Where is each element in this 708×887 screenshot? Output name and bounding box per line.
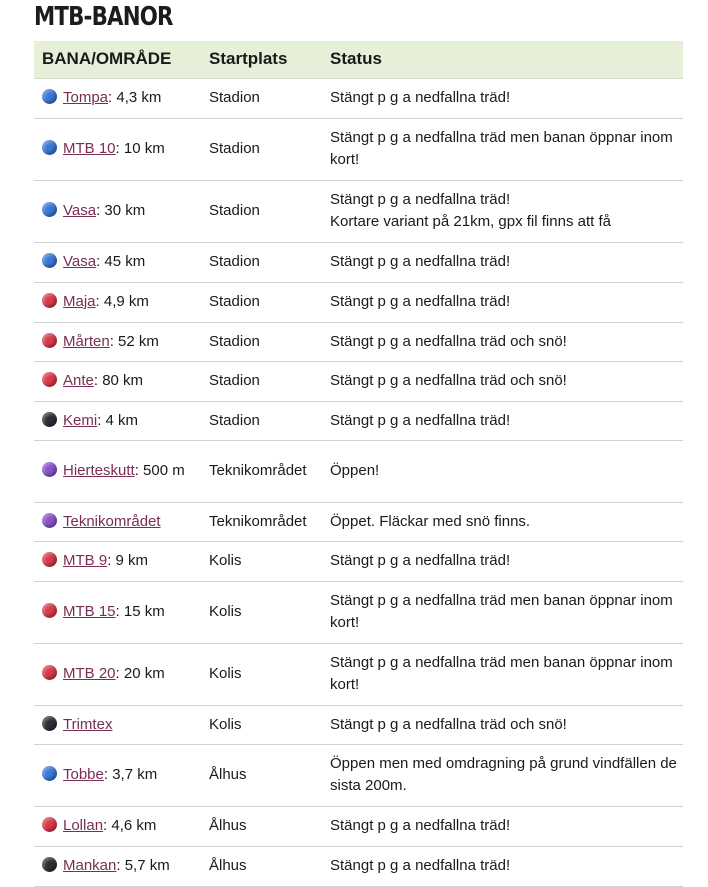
trail-distance: : 5,7 km <box>116 857 170 874</box>
start-location-cell: Ålhus <box>201 806 322 846</box>
trail-link[interactable]: MTB 20 <box>63 665 116 682</box>
status-text: Stängt p g a nedfallna träd men banan öppnar inom kort! <box>330 592 673 631</box>
trail-distance: : 9 km <box>107 552 149 569</box>
status-cell <box>322 322 683 361</box>
start-location-cell: Stadion <box>201 78 322 118</box>
trail-link[interactable]: Trimtex <box>63 715 113 733</box>
trail-cell <box>34 541 201 581</box>
status-cell <box>322 581 683 643</box>
trail-cell <box>34 401 201 440</box>
trail-link[interactable]: Teknikområdet <box>63 512 161 530</box>
trail-distance: : 4,3 km <box>108 89 162 106</box>
trail-link[interactable]: Tobbe <box>63 766 104 783</box>
trail-color-dot-icon <box>42 716 57 731</box>
table-row <box>34 705 683 744</box>
table-row <box>34 361 683 401</box>
status-text: Stängt p g a nedfallna träd! <box>330 817 511 834</box>
start-location-cell: Teknikområdet <box>201 502 322 541</box>
trail-distance: : 4,6 km <box>103 817 157 834</box>
status-cell <box>322 744 683 806</box>
trail-distance: : 4 km <box>97 411 139 429</box>
trail-link[interactable]: MTB 15 <box>63 603 116 620</box>
trail-link[interactable]: Tompa <box>63 89 109 106</box>
start-location-cell: Stadion <box>201 282 322 322</box>
trail-color-dot-icon <box>42 513 57 528</box>
trail-link[interactable]: Lollan <box>63 817 104 834</box>
start-location-cell: Stadion <box>201 401 322 440</box>
status-cell <box>322 361 683 401</box>
status-text: Stängt p g a nedfallna träd men banan öppnar inom kort! <box>330 129 673 168</box>
start-location-cell: Kolis <box>201 643 322 705</box>
table-row <box>34 440 683 502</box>
table-body <box>34 78 683 886</box>
trail-cell <box>34 705 201 744</box>
status-text: Öppen men med omdragning på grund vindfällen de sista 200m. <box>330 755 677 794</box>
status-cell <box>322 806 683 846</box>
trail-color-dot-icon <box>42 372 57 387</box>
start-location-cell: Teknikområdet <box>201 440 322 502</box>
trail-cell <box>34 643 201 705</box>
trail-cell <box>34 581 201 643</box>
status-text: Stängt p g a nedfallna träd! <box>330 253 511 270</box>
status-text: Öppen! <box>330 462 380 479</box>
trail-distance: : 10 km <box>115 140 165 157</box>
status-text: Stängt p g a nedfallna träd och snö! <box>330 372 567 389</box>
status-cell <box>322 643 683 705</box>
table-row <box>34 118 683 180</box>
table-row <box>34 282 683 322</box>
trail-link[interactable]: Mankan <box>63 857 117 874</box>
trail-distance: : 3,7 km <box>103 766 158 783</box>
trail-color-dot-icon <box>42 412 57 427</box>
trail-cell <box>34 322 201 361</box>
trail-link[interactable]: Hierteskutt <box>63 462 135 479</box>
trail-distance: : 80 km <box>93 372 144 389</box>
table-row <box>34 401 683 440</box>
table-row <box>34 541 683 581</box>
table-header-row <box>34 41 683 78</box>
table-row <box>34 242 683 282</box>
start-location-cell: Kolis <box>201 541 322 581</box>
trail-cell <box>34 282 201 322</box>
trail-distance: : 45 km <box>96 253 146 270</box>
trail-color-dot-icon <box>42 817 57 832</box>
trail-cell <box>34 502 201 541</box>
page-heading: MTB-BANOR <box>34 2 173 32</box>
trail-link[interactable]: Vasa <box>63 202 97 219</box>
trail-color-dot-icon <box>42 857 57 872</box>
trail-cell <box>34 846 201 886</box>
status-cell <box>322 541 683 581</box>
start-location-cell: Stadion <box>201 242 322 282</box>
status-cell <box>322 118 683 180</box>
status-cell <box>322 440 683 502</box>
table-row <box>34 581 683 643</box>
status-cell <box>322 180 683 242</box>
trail-distance: : 15 km <box>115 603 165 620</box>
status-cell <box>322 242 683 282</box>
status-text: Stängt p g a nedfallna träd! <box>330 191 511 208</box>
trail-color-dot-icon <box>42 140 57 155</box>
trail-distance: : 500 m <box>134 462 185 479</box>
status-text: Stängt p g a nedfallna träd men banan öppnar inom kort! <box>330 654 673 693</box>
trail-color-dot-icon <box>42 552 57 567</box>
status-text: Öppet. Fläckar med snö finns. <box>330 512 531 530</box>
table-header <box>34 41 683 78</box>
trail-link[interactable]: Ante <box>63 372 94 389</box>
trail-link[interactable]: MTB 10 <box>63 140 116 157</box>
trail-cell <box>34 180 201 242</box>
start-location-cell: Kolis <box>201 581 322 643</box>
trail-link[interactable]: Vasa <box>63 253 97 270</box>
status-cell <box>322 705 683 744</box>
status-text: Kortare variant på 21km, gpx fil finns att få <box>330 213 611 230</box>
status-text: Stängt p g a nedfallna träd och snö! <box>330 715 567 733</box>
trail-cell <box>34 440 201 502</box>
trail-status-table <box>34 41 683 887</box>
trail-color-dot-icon <box>42 665 57 680</box>
start-location-cell: Ålhus <box>201 846 322 886</box>
trail-cell <box>34 118 201 180</box>
table-row <box>34 322 683 361</box>
status-cell <box>322 502 683 541</box>
status-text: Stängt p g a nedfallna träd! <box>330 293 511 310</box>
trail-cell <box>34 78 201 118</box>
trail-color-dot-icon <box>42 253 57 268</box>
trail-color-dot-icon <box>42 89 57 104</box>
start-location-cell: Kolis <box>201 705 322 744</box>
start-location-cell: Stadion <box>201 322 322 361</box>
column-header-start: Startplats <box>201 41 322 78</box>
trail-distance: : 20 km <box>115 665 165 682</box>
table-row <box>34 744 683 806</box>
status-text: Stängt p g a nedfallna träd! <box>330 552 511 569</box>
trail-cell <box>34 242 201 282</box>
status-text: Stängt p g a nedfallna träd! <box>330 411 511 429</box>
trail-color-dot-icon <box>42 766 57 781</box>
status-cell <box>322 282 683 322</box>
status-text: Stängt p g a nedfallna träd! <box>330 89 511 106</box>
trail-link[interactable]: Mårten <box>63 332 110 350</box>
start-location-cell: Ålhus <box>201 744 322 806</box>
start-location-cell: Stadion <box>201 118 322 180</box>
trail-link[interactable]: MTB 9 <box>63 552 108 569</box>
column-header-trail: BANA/OMRÅDE <box>34 41 201 78</box>
table-row <box>34 846 683 886</box>
status-cell <box>322 846 683 886</box>
trail-cell <box>34 806 201 846</box>
trail-distance: : 30 km <box>96 202 146 219</box>
start-location-cell: Stadion <box>201 180 322 242</box>
status-cell <box>322 401 683 440</box>
trail-color-dot-icon <box>42 202 57 217</box>
trail-distance: : 52 km <box>109 332 159 350</box>
column-header-status: Status <box>322 41 683 78</box>
start-location-cell: Stadion <box>201 361 322 401</box>
table-row <box>34 643 683 705</box>
trail-color-dot-icon <box>42 603 57 618</box>
table-row <box>34 180 683 242</box>
trail-color-dot-icon <box>42 462 57 477</box>
table-row <box>34 806 683 846</box>
trail-color-dot-icon <box>42 333 57 348</box>
trail-link[interactable]: Kemi <box>63 411 98 429</box>
table-row <box>34 78 683 118</box>
trail-distance: : 4,9 km <box>95 293 149 310</box>
status-cell <box>322 78 683 118</box>
table-row <box>34 502 683 541</box>
status-text: Stängt p g a nedfallna träd! <box>330 857 511 874</box>
trail-link[interactable]: Maja <box>63 293 96 310</box>
trail-cell <box>34 361 201 401</box>
status-text: Stängt p g a nedfallna träd och snö! <box>330 332 567 350</box>
trail-color-dot-icon <box>42 293 57 308</box>
trail-cell <box>34 744 201 806</box>
